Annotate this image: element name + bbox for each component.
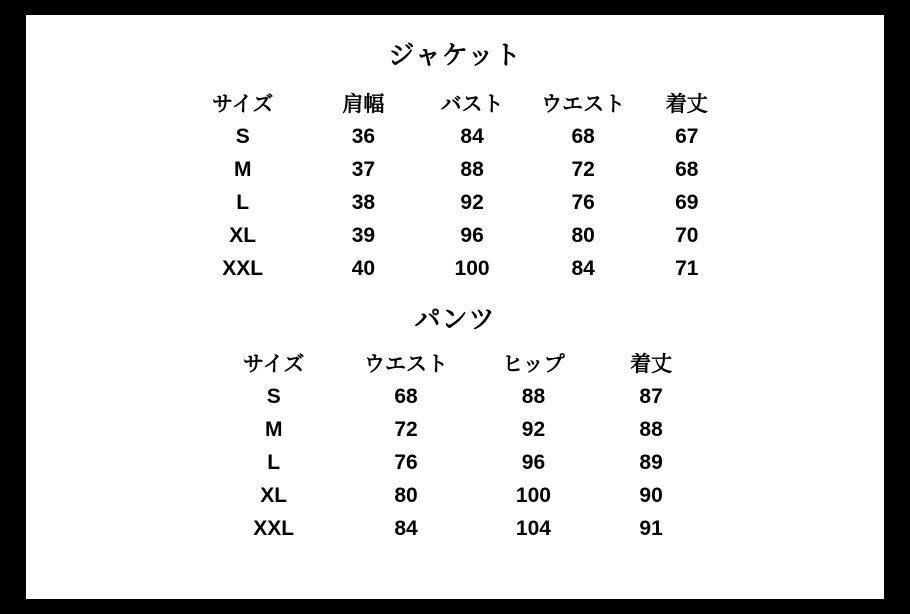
pants-section-title: パンツ (414, 304, 496, 334)
cell-length: 88 (639, 417, 663, 441)
cell-size: L (267, 450, 281, 474)
cell-shoulder: 40 (351, 256, 376, 280)
cell-waist: 76 (571, 190, 595, 214)
cell-length: 71 (675, 256, 699, 280)
column-header-size: サイズ (243, 353, 305, 376)
cell-length: 87 (639, 384, 663, 408)
cell-size: XL (229, 223, 257, 247)
cell-bust: 96 (460, 223, 484, 247)
cell-size: L (236, 190, 250, 214)
size-chart-sheet (24, 13, 886, 601)
cell-waist: 80 (571, 223, 595, 247)
cell-waist: 76 (394, 450, 418, 474)
table-header-row (205, 346, 705, 380)
column-header-length: 着丈 (630, 353, 673, 376)
cell-shoulder: 39 (351, 223, 376, 247)
cell-waist: 68 (571, 124, 595, 148)
table-header-row (175, 86, 735, 120)
cell-hip: 92 (521, 417, 546, 441)
cell-length: 90 (639, 483, 663, 507)
column-header-hip: ヒップ (502, 353, 565, 376)
cell-bust: 92 (460, 190, 484, 214)
cell-hip: 96 (521, 450, 546, 474)
cell-size: S (266, 384, 281, 408)
cell-hip: 100 (515, 483, 551, 507)
table-row (175, 219, 735, 252)
cell-length: 89 (639, 450, 663, 474)
cell-bust: 84 (460, 124, 484, 148)
column-header-waist: ウエスト (541, 93, 626, 116)
column-header-length: 着丈 (665, 93, 708, 116)
cell-length: 70 (675, 223, 699, 247)
cell-waist: 68 (394, 384, 418, 408)
cell-shoulder: 38 (351, 190, 376, 214)
cell-waist: 84 (394, 516, 418, 540)
cell-size: XXL (253, 516, 295, 540)
cell-waist: 80 (394, 483, 418, 507)
pants-size-table (205, 346, 705, 545)
cell-hip: 88 (521, 384, 546, 408)
table-row (175, 186, 735, 219)
cell-size: S (235, 124, 250, 148)
cell-bust: 88 (460, 157, 484, 181)
cell-waist: 72 (394, 417, 418, 441)
cell-size: M (233, 157, 252, 181)
cell-shoulder: 37 (351, 157, 376, 181)
cell-shoulder: 36 (351, 124, 376, 148)
table-row (205, 413, 705, 446)
cell-size: M (264, 417, 283, 441)
table-row (175, 153, 735, 186)
table-row (175, 252, 735, 285)
column-header-size: サイズ (212, 93, 274, 116)
column-header-bust: バスト (440, 93, 504, 116)
column-header-shoulder: 肩幅 (342, 93, 385, 116)
table-row (205, 479, 705, 512)
cell-waist: 84 (571, 256, 595, 280)
cell-size: XXL (222, 256, 264, 280)
table-row (175, 120, 735, 153)
table-row (205, 512, 705, 545)
cell-bust: 100 (454, 256, 490, 280)
table-row (205, 380, 705, 413)
cell-length: 91 (639, 516, 663, 540)
jacket-section-title: ジャケット (388, 40, 522, 70)
cell-length: 68 (675, 157, 699, 181)
cell-length: 69 (675, 190, 699, 214)
table-row (205, 446, 705, 479)
cell-waist: 72 (571, 157, 595, 181)
cell-hip: 104 (515, 516, 551, 540)
cell-size: XL (260, 483, 288, 507)
cell-length: 67 (675, 124, 699, 148)
column-header-waist: ウエスト (364, 353, 449, 376)
jacket-size-table (175, 86, 735, 285)
